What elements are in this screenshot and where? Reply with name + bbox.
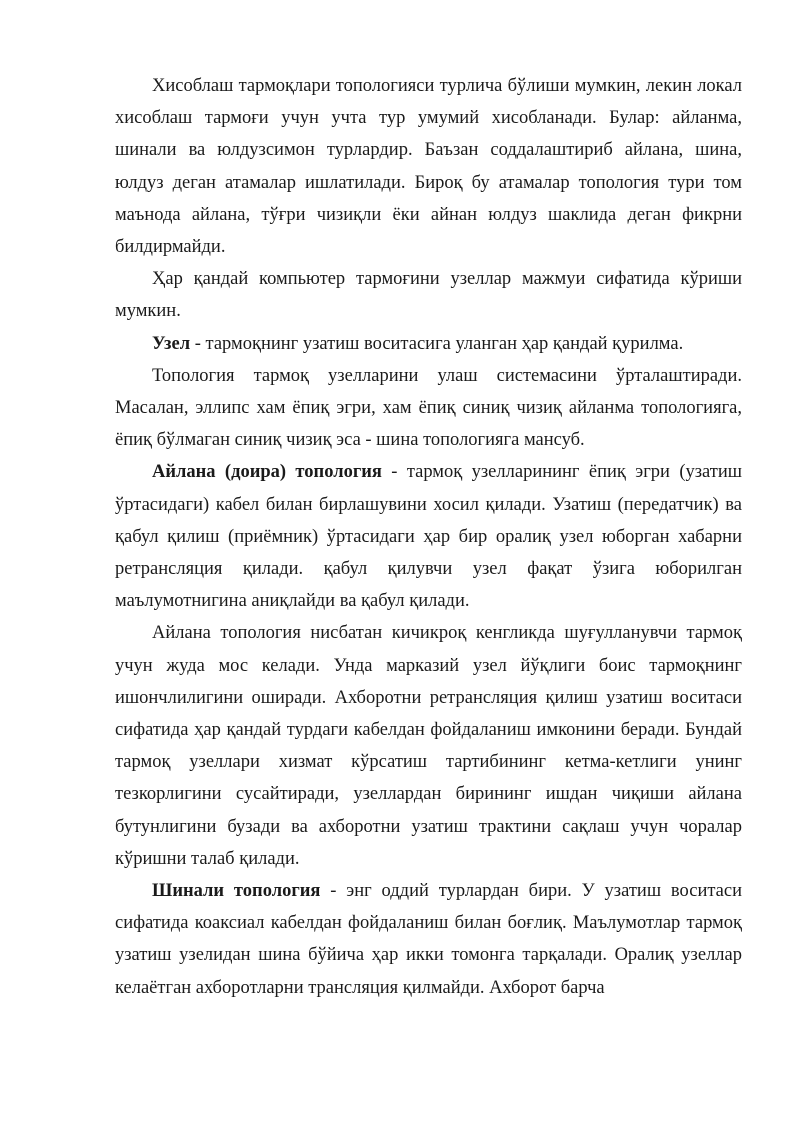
paragraph-topology-types xyxy=(115,70,742,263)
term-bus-topology: Шинали топология xyxy=(152,881,321,902)
paragraph-text: Топология тармоқ узелларини улаш системасини ўрталаштиради. Масалан, эллипс хам ёпиқ эгри, хам ёпиқ синиқ чизиқ айланма топологияга, ёпиқ бўлмаган синиқ чизиқ эса - шина топологияга мансуб. xyxy=(115,365,742,451)
document-page xyxy=(115,70,742,1004)
term-node: Узел xyxy=(152,333,191,354)
term-ring-topology: Айлана (доира) топология xyxy=(152,462,382,483)
paragraph-text: - тармоқ узелларининг ёпиқ эгри (узатиш ўртасидаги) кабел билан бирлашувини хосил қилади. Узатиш (передатчик) ва қабул қилиш (приёмник) ўртасидаги ҳар бир оралиқ узел юборган хабарни ретрансляция қилади. қабул қилувчи узел фақат ўзига юборилган маълумотнигина аниқлайди ва қабул қилади. xyxy=(115,462,742,612)
paragraph-text: Айлана топология нисбатан кичикроқ кенгликда шуғулланувчи тармоқ учун жуда мос келади. Унда марказий узел йўқлиги боис тармоқнинг ишончлилигини оширади. Ахборотни ретрансляция қилиш узатиш воситаси сифатида ҳар қандай турдаги кабелдан фойдаланиш имконини беради. Бундай тармоқ узеллари хизмат кўрсатиш тартибининг кетма-кетлиги унинг тезкорлигини сусайтиради, узеллардан бирининг ишдан чиқиши айлана бутунлигини бузади ва ахборотни узатиш трактини сақлаш учун чоралар кўришни талаб қилади. xyxy=(115,623,742,869)
paragraph-text: - тармоқнинг узатиш воситасига уланган ҳар қандай қурилма. xyxy=(190,333,684,354)
paragraph-ring-properties xyxy=(115,617,742,875)
paragraph-text: - энг оддий турлардан бири. У узатиш воситаси сифатида коаксиал кабелдан фойдаланиш билан боғлиқ. Маълумотлар тармоқ узатиш узелидан шина бўйича ҳар икки томонга тарқалади. Оралиқ узеллар келаётган ахборотларни трансляция қилмайди. Ахборот барча xyxy=(115,881,742,998)
paragraph-network-nodes xyxy=(115,263,742,327)
paragraph-node-definition xyxy=(115,328,742,360)
paragraph-text: Ҳар қандай компьютер тармоғини узеллар мажмуи сифатида кўриши мумкин. xyxy=(115,269,742,322)
paragraph-text: Хисоблаш тармоқлари топологияси турлича бўлиши мумкин, лекин локал хисоблаш тармоғи учун учта тур умумий хисобланади. Булар: айланма, шинали ва юлдузсимон турлардир. Баъзан соддалаштириб айлана, шина, юлдуз деган атамалар ишлатилади. Бироқ бу атамалар топология тури том маънода айлана, тўғри чизиқли ёки айнан юлдуз шаклида деган фикрни билдирмайди. xyxy=(115,76,742,258)
paragraph-ring-topology xyxy=(115,456,742,617)
paragraph-topology-definition xyxy=(115,360,742,457)
paragraph-bus-topology xyxy=(115,875,742,1004)
